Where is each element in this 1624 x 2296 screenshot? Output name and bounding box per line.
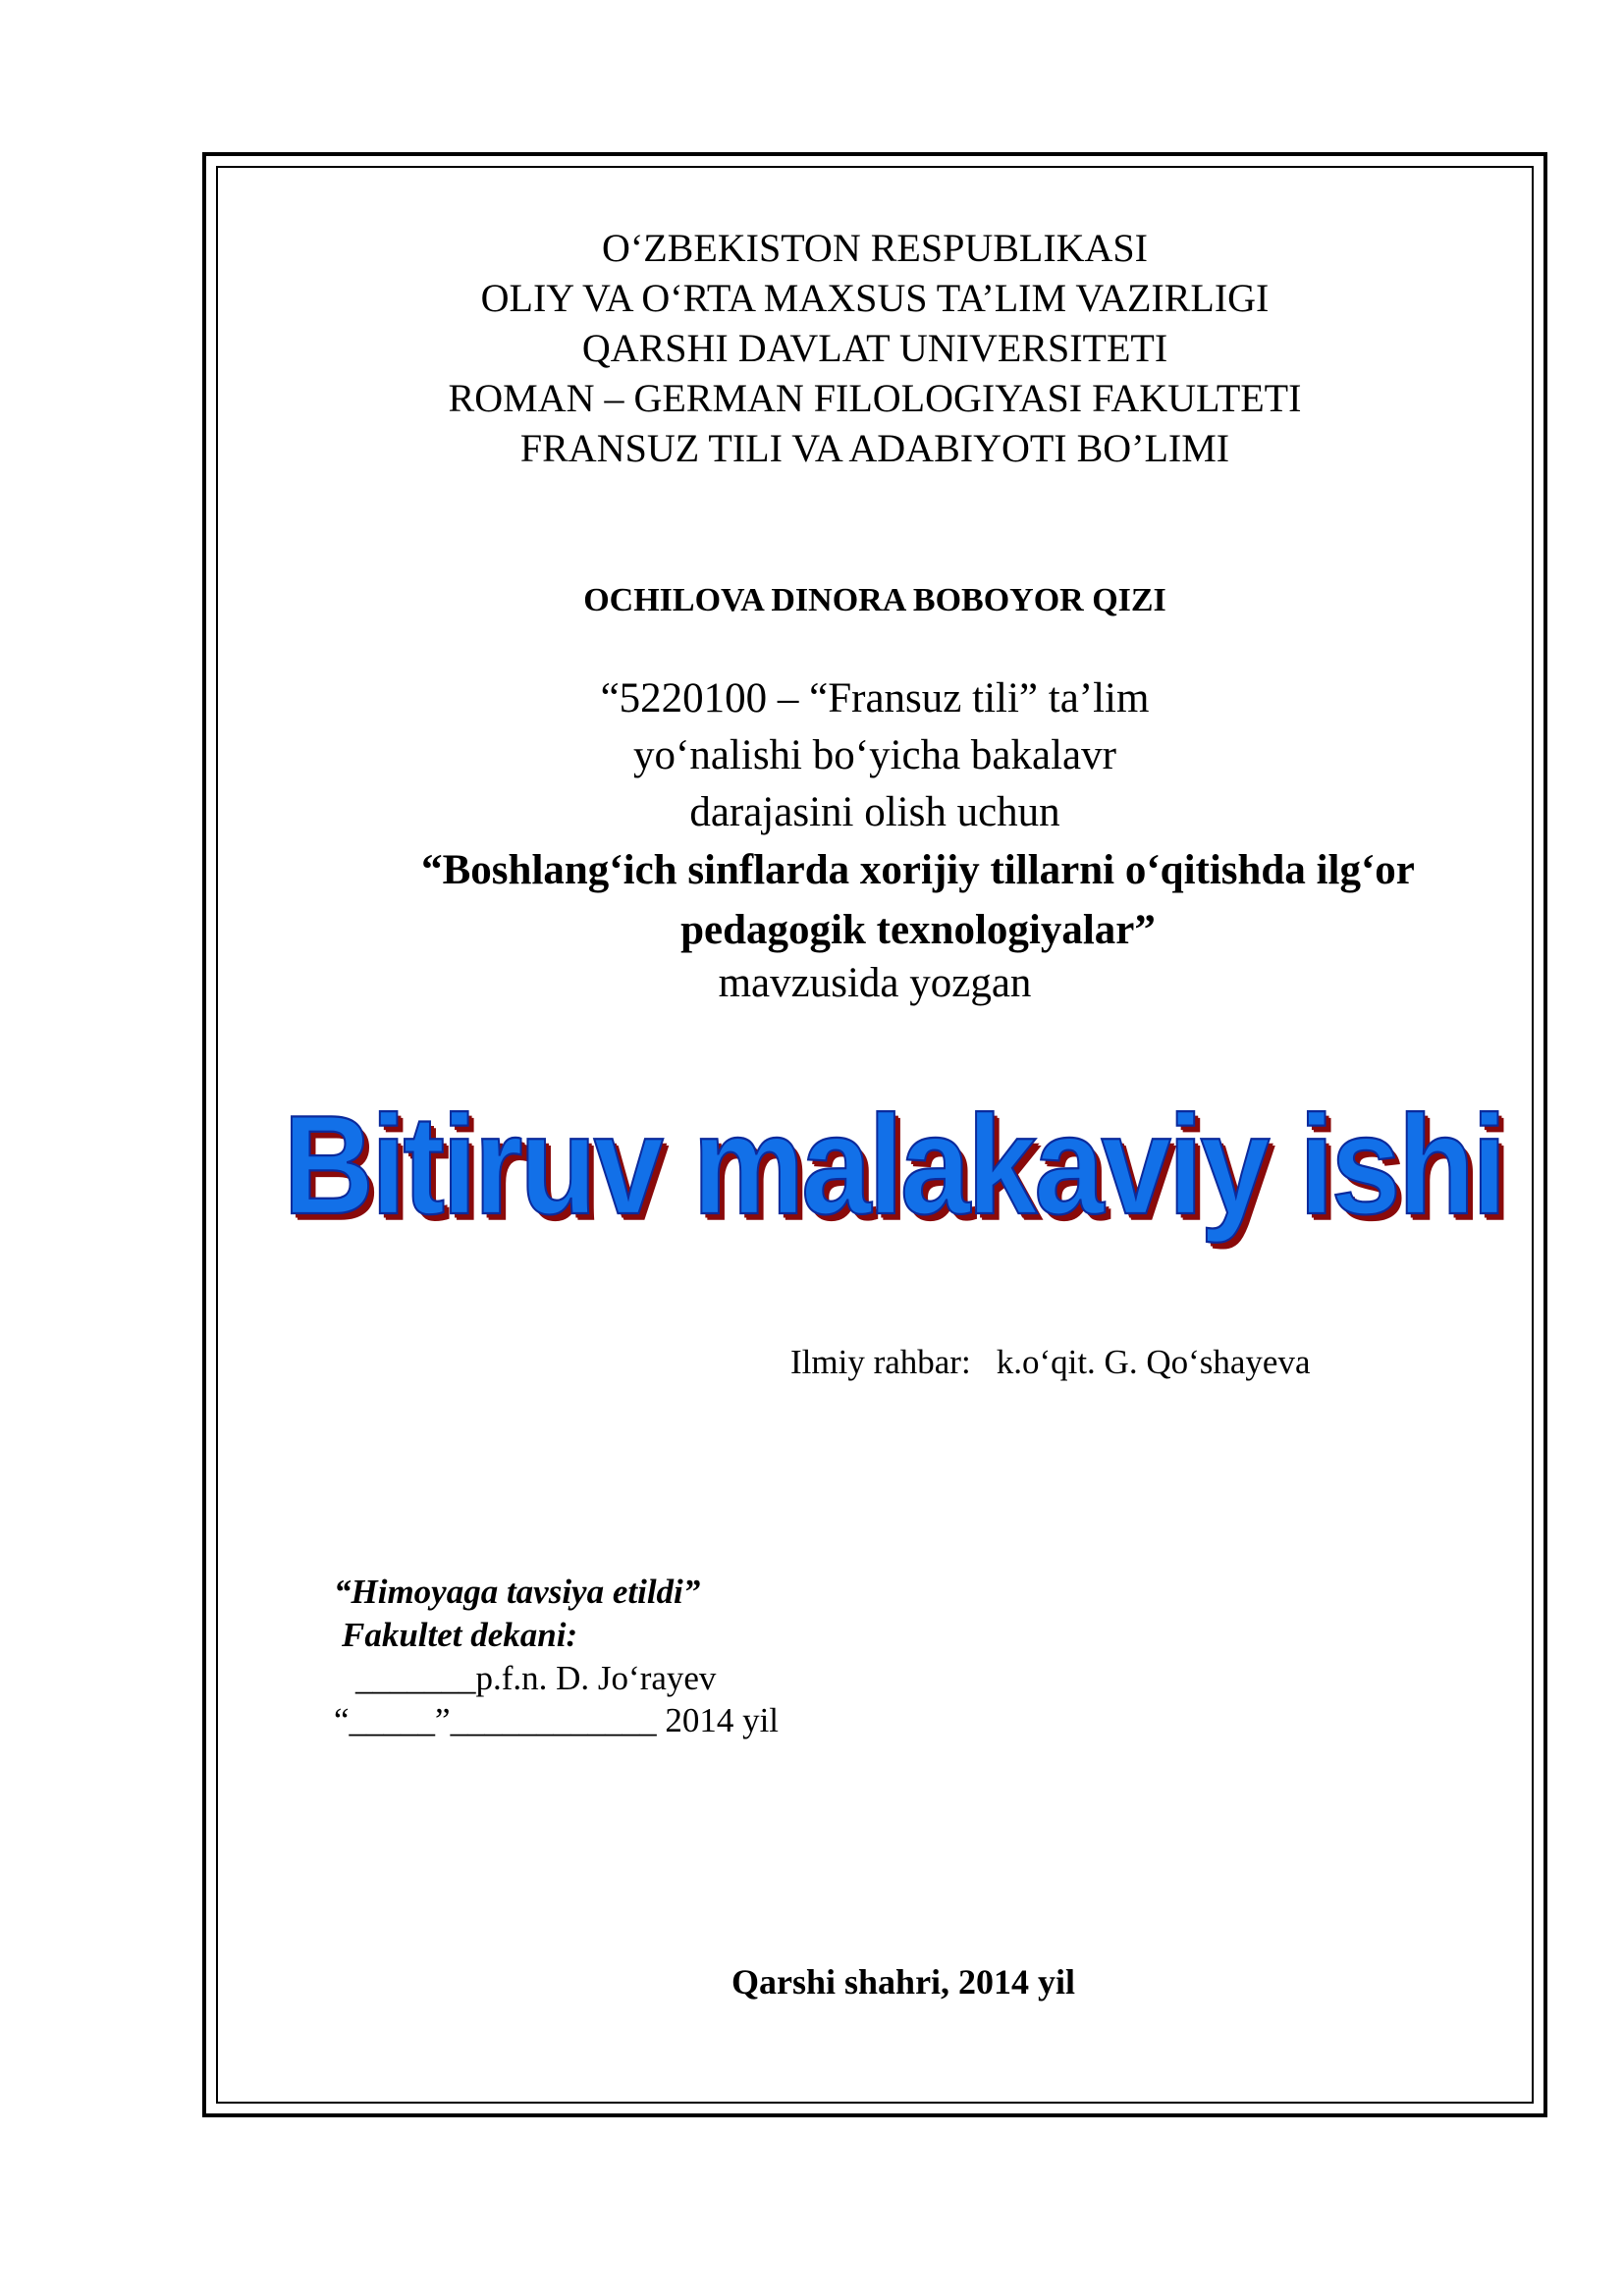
degree-line-3: darajasini olish uchun: [689, 789, 1060, 835]
header-line-department: FRANSUZ TILI VA ADABIYOTI BO’LIMI: [519, 426, 1230, 470]
author-name: OCHILOVA DINORA BOBOYOR QIZI: [583, 582, 1166, 618]
header-line-faculty: ROMAN – GERMAN FILOLOGIYASI FAKULTETI: [448, 376, 1302, 420]
approval-recommended: “Himoyaga tavsiya etildi”: [334, 1573, 701, 1611]
approval-dean-label: Fakultet dekani:: [342, 1616, 578, 1654]
header-line-university: QARSHI DAVLAT UNIVERSITETI: [581, 326, 1168, 370]
approval-date-line: “_____”____________ 2014 yil: [334, 1701, 780, 1739]
degree-line-1: “5220100 – “Fransuz tili” ta’lim: [600, 675, 1150, 721]
supervisor-name: k.o‘qit. G. Qo‘shayeva: [996, 1343, 1311, 1381]
supervisor-label: Ilmiy rahbar:: [790, 1343, 971, 1381]
approval-dean-signature-line: _______p.f.n. D. Jo‘rayev: [355, 1659, 717, 1697]
supervisor: [790, 1343, 1310, 1382]
work-title-wordart: Bitiruv malakaviy ishi: [283, 1087, 1504, 1245]
thesis-theme-line-2: pedagogik texnologiyalar”: [680, 907, 1156, 953]
degree-line-2: yo‘nalishi bo‘yicha bakalavr: [633, 732, 1116, 778]
thesis-theme-line-1: “Boshlang‘ich sinflarda xorijiy tillarni o‘qitishda ilg‘or: [421, 847, 1415, 893]
header-line-country: O‘ZBEKISTON RESPUBLIKASI: [602, 226, 1148, 270]
header-line-ministry: OLIY VA O‘RTA MAXSUS TA’LIM VAZIRLIGI: [480, 276, 1270, 320]
city-year-footer: Qarshi shahri, 2014 yil: [731, 1962, 1076, 2002]
written-on-label: mavzusida yozgan: [718, 960, 1032, 1006]
